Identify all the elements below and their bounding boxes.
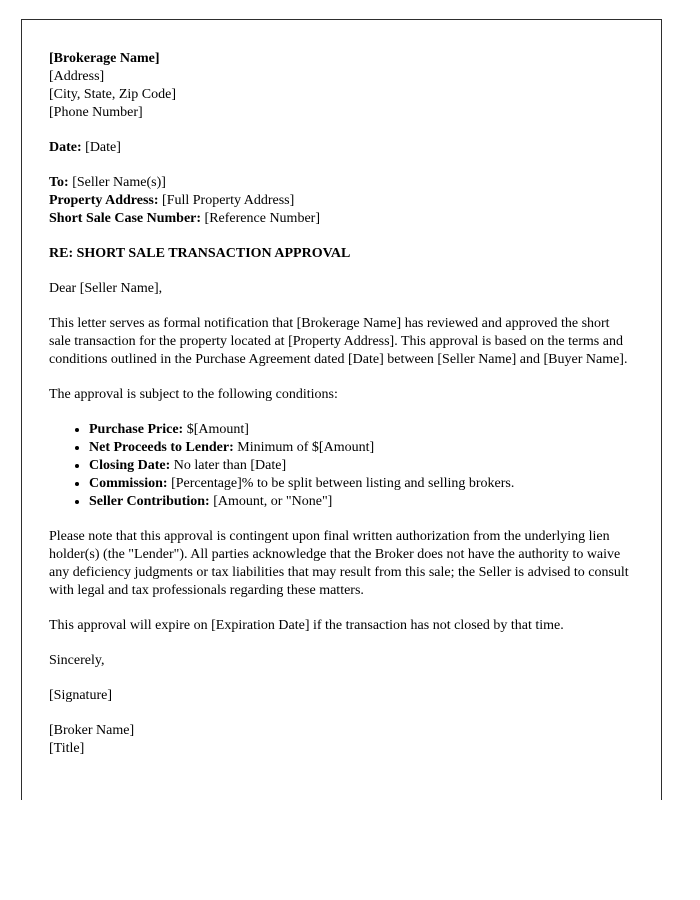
condition-closing-date [89,457,633,475]
to-label: To: [49,175,69,190]
condition-label: Seller Contribution: [89,494,210,509]
condition-label: Commission: [89,476,168,491]
recipient-to-line [49,174,633,192]
date-value: [Date] [85,140,121,155]
brokerage-name: [Brokerage Name] [49,51,160,66]
brokerage-address: [Address] [49,69,105,84]
condition-text: [Amount, or "None"] [213,494,333,509]
property-address-line [49,192,633,210]
condition-label: Purchase Price: [89,422,184,437]
case-number-line [49,210,633,228]
case-number-value: [Reference Number] [204,211,320,226]
condition-text: No later than [Date] [173,458,287,473]
broker-title: [Title] [49,741,85,756]
brokerage-phone: [Phone Number] [49,105,143,120]
condition-label: Net Proceeds to Lender: [89,440,234,455]
condition-purchase-price [89,421,633,439]
date-line [49,139,633,157]
paragraph-intro: This letter serves as formal notification that [Brokerage Name] has reviewed and approved the short sale transaction for the property located at [Property Address]. This approval is based on the terms and conditions outlined in the Purchase Agreement dated [Date] between [Seller Name] and [Buyer Name]. [49,316,628,367]
salutation: Dear [Seller Name], [49,281,163,296]
broker-name: [Broker Name] [49,723,135,738]
condition-text: [Percentage]% to be split between listing and selling brokers. [171,476,515,491]
condition-seller-contribution [89,493,633,511]
subject-line: RE: SHORT SALE TRANSACTION APPROVAL [49,246,351,261]
paragraph-disclaimer: Please note that this approval is contingent upon final written authorization from the underlying lien holder(s) (the "Lender"). All parties acknowledge that the Broker does not have the authority to waive any deficiency judgments or tax liabilities that may result from this sale; the Seller is advised to consult with legal and tax professionals regarding these matters. [49,529,629,598]
condition-text: $[Amount] [186,422,249,437]
condition-net-proceeds [89,439,633,457]
sender-header [49,50,633,122]
paragraph-expiration: This approval will expire on [Expiration Date] if the transaction has not closed by that time. [49,618,564,633]
letter-page [21,19,662,800]
conditions-intro: The approval is subject to the following conditions: [49,387,338,402]
to-value: [Seller Name(s)] [72,175,166,190]
recipient-block [49,174,633,228]
signature-placeholder: [Signature] [49,688,112,703]
closing: Sincerely, [49,653,105,668]
property-address-value: [Full Property Address] [162,193,295,208]
condition-text: Minimum of $[Amount] [237,440,375,455]
condition-label: Closing Date: [89,458,171,473]
case-number-label: Short Sale Case Number: [49,211,202,226]
property-address-label: Property Address: [49,193,159,208]
brokerage-city-state-zip: [City, State, Zip Code] [49,87,177,102]
date-label: Date: [49,140,82,155]
broker-block [49,722,633,758]
conditions-list [49,421,633,511]
condition-commission [89,475,633,493]
